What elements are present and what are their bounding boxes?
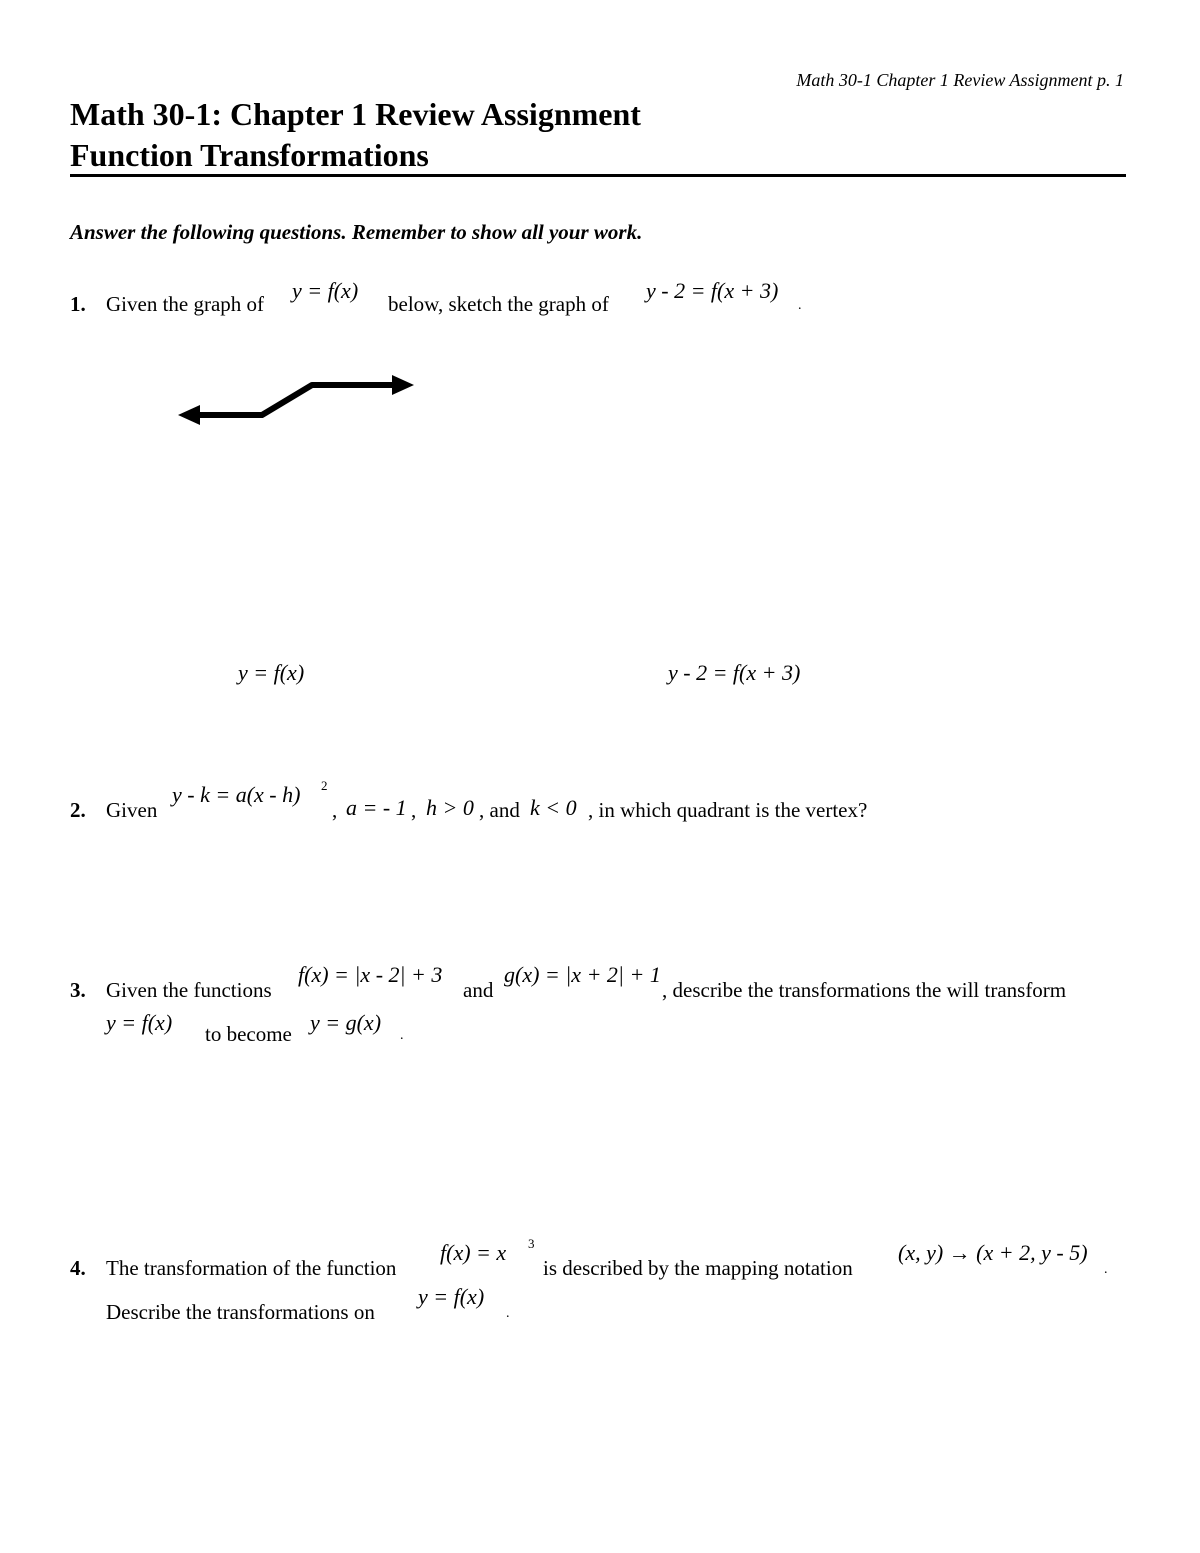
running-header: Math 30-1 Chapter 1 Review Assignment p. 1: [796, 70, 1124, 90]
q3-text-d: to become: [205, 1022, 292, 1046]
q3-eq-b: g(x) = |x + 2| + 1: [504, 962, 661, 987]
q1-graph: [170, 370, 430, 430]
q3-eq-c: y = f(x): [106, 1010, 173, 1035]
q2-text-c: , in which quadrant is the vertex?: [588, 798, 868, 822]
graph-arrow-right: [392, 375, 414, 395]
q4-end2: .: [506, 1306, 510, 1321]
q2-eq-c: h > 0: [426, 795, 474, 820]
q3-eq-a: f(x) = |x - 2| + 3: [298, 962, 443, 987]
q4-eq-b: (x, y) → (x + 2, y - 5): [898, 1240, 1088, 1265]
q4-exponent: 3: [528, 1236, 535, 1251]
q2-text-a: Given: [106, 798, 158, 822]
q1-label-right: y - 2 = f(x + 3): [668, 660, 801, 685]
q4-text-b: is described by the mapping notation: [543, 1256, 853, 1280]
q4-text-a: The transformation of the function: [106, 1256, 397, 1280]
q1-text-b: below, sketch the graph of: [388, 292, 609, 316]
graph-arrow-left: [178, 405, 200, 425]
graph-line: [190, 385, 402, 415]
q2-number: 2.: [70, 798, 86, 822]
q3-text-a: Given the functions: [106, 978, 272, 1002]
q3-text-c: , describe the transformations the will transform: [662, 978, 1067, 1002]
q3-end: .: [400, 1028, 404, 1043]
q1-eq-a: y = f(x): [292, 278, 359, 303]
q1-eq-b: y - 2 = f(x + 3): [646, 278, 779, 303]
instructions: Answer the following questions. Remember to show all your work.: [70, 220, 643, 244]
q4-text-c: Describe the transformations on: [106, 1300, 375, 1324]
q3-text-b: and: [463, 978, 494, 1002]
q1-number: 1.: [70, 292, 86, 316]
q1-end: .: [798, 298, 802, 313]
q1-text-a: Given the graph of: [106, 292, 265, 316]
q2-sep2: ,: [411, 798, 417, 822]
q4-end: .: [1104, 1262, 1108, 1277]
page-title: Math 30-1: Chapter 1 Review Assignment: [70, 96, 641, 132]
q4-eq-a: f(x) = x: [440, 1240, 507, 1265]
title-rule: [70, 174, 1126, 177]
q2-eq-b: a = - 1: [346, 795, 407, 820]
page-subtitle: Function Transformations: [70, 137, 429, 173]
q2-eq-d: k < 0: [530, 795, 577, 820]
q2-eq-a: y - k = a(x - h): [172, 782, 301, 807]
q4-eq-c: y = f(x): [418, 1284, 485, 1309]
q2-text-b: , and: [479, 798, 520, 822]
q4-number: 4.: [70, 1256, 86, 1280]
q2-exponent: 2: [321, 778, 328, 793]
q3-eq-d: y = g(x): [310, 1010, 382, 1035]
q3-number: 3.: [70, 978, 86, 1002]
q1-label-left: y = f(x): [238, 660, 305, 685]
q2-sep1: ,: [332, 798, 338, 822]
